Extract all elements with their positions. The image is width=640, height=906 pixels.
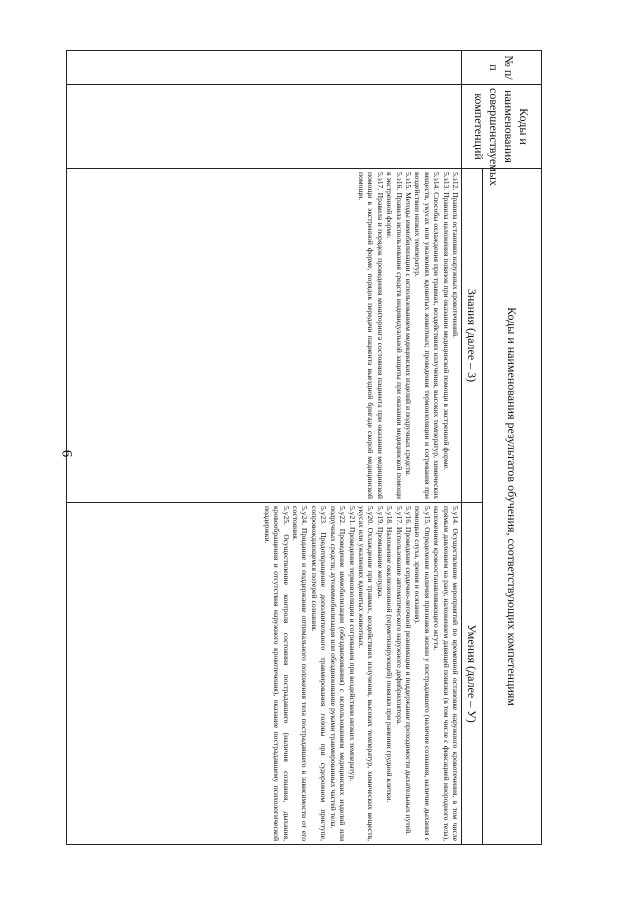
header-knowledge: Знания (далее – 3) bbox=[462, 169, 483, 503]
skill-item: 5.у18. Наложение окклюзионной (герметизирующей) повязки при ранении грудной клетки. bbox=[385, 506, 395, 803]
skill-item: 5.у24. Придание и поддержание оптимального положения тела пострадавшего в зависимости от его состояния. bbox=[291, 506, 310, 842]
header-num: № п/п bbox=[462, 51, 542, 85]
skill-item: 5.у14. Осуществление мероприятий по временной остановке наружного кровотечения, в том числе прямым давлением на рану, наложением давящей повязки (в том числе с фиксацией инородного тела), наложением кровоостанавливающего жгута. bbox=[432, 506, 460, 842]
table-row bbox=[67, 51, 462, 845]
page-number: 6 bbox=[58, 449, 75, 458]
header-results: Коды и наименования результатов обучения, соответствующих компетенциям bbox=[483, 169, 542, 845]
skill-item: 5.у17. Использование автоматического наружного дефибриллятора. bbox=[394, 506, 404, 725]
knowledge-cell bbox=[67, 169, 462, 503]
header-competencies: Коды и наименования совершенствуемых компетенций bbox=[462, 85, 542, 169]
skill-item: 5.у19. Промывание желудка. bbox=[375, 506, 385, 599]
skill-item: 5.у21. Проведение термоизоляции и согревания при воздействии низких температур. bbox=[347, 506, 357, 782]
knowledge-item: 5.з12. Правила остановки наружных кровотечений. bbox=[451, 172, 460, 338]
knowledge-item: 5.з14. Способы охлаждения при травмах, воздействиях излучения, высоких температур, химических веществ, укусах или ужалениях ядовитых животных; проведения термоизоляции и согревания при воздействии низких температур. bbox=[413, 172, 442, 499]
knowledge-item: 5.з15. Методы иммобилизации с использованием медицинских изделий и подручных средств. bbox=[403, 172, 413, 477]
skill-item: 5.у23. Предотвращение дополнительного травмирования головы при судорожном приступе, сопровождающемся потерей сознания. bbox=[309, 506, 329, 842]
skill-item: 5.у25. Осуществление контроля состояния пострадавшего (наличия сознания, дыхания, кровообращения и отсутствия наружного кровотечения), оказание пострадавшему психологической поддержки. bbox=[262, 506, 291, 842]
knowledge-item: 5.з16. Правила использования средств индивидуальной защиты при оказании медицинской помощи в экстренной форме. bbox=[385, 172, 404, 499]
rotated-table-container bbox=[66, 50, 542, 844]
knowledge-item: 5.з17. Правила и порядок проведения мониторинга состояния пациента при оказании медицинской помощи в экстренной форме, порядок передачи пациента выездной бригаде скорой медицинской помощи. bbox=[356, 172, 385, 499]
cell-competencies bbox=[67, 85, 462, 169]
skills-cell bbox=[67, 503, 462, 845]
skill-item: 5.у20. Охлаждение при травмах, воздействиях излучения, высоких температур, химических веществ, укусах или ужалениях ядовитых животных. bbox=[356, 506, 376, 842]
skill-item: 5.у22. Проведение иммобилизации (обездвиживания) с использованием медицинских изделий или подручных средств; аутоиммобилизация или обездвиживание руками травмированных частей тела. bbox=[328, 506, 348, 842]
skill-item: 5.у15. Определение наличия признаков жизни у пострадавшего (наличие сознания, наличие дыхания с помощью слуха, зрения и осязания). bbox=[413, 506, 432, 842]
knowledge-item: 5.з13. Правила наложения повязок при оказании медицинской помощи в экстренной форме. bbox=[441, 172, 451, 470]
cell-num bbox=[67, 51, 462, 85]
competency-table bbox=[66, 50, 542, 845]
header-skills: Умения (далее – У) bbox=[462, 503, 483, 845]
skill-item: 5.у16. Проведение сердечно-легочной реанимации и поддержание проходимости дыхательных путей. bbox=[403, 506, 413, 836]
